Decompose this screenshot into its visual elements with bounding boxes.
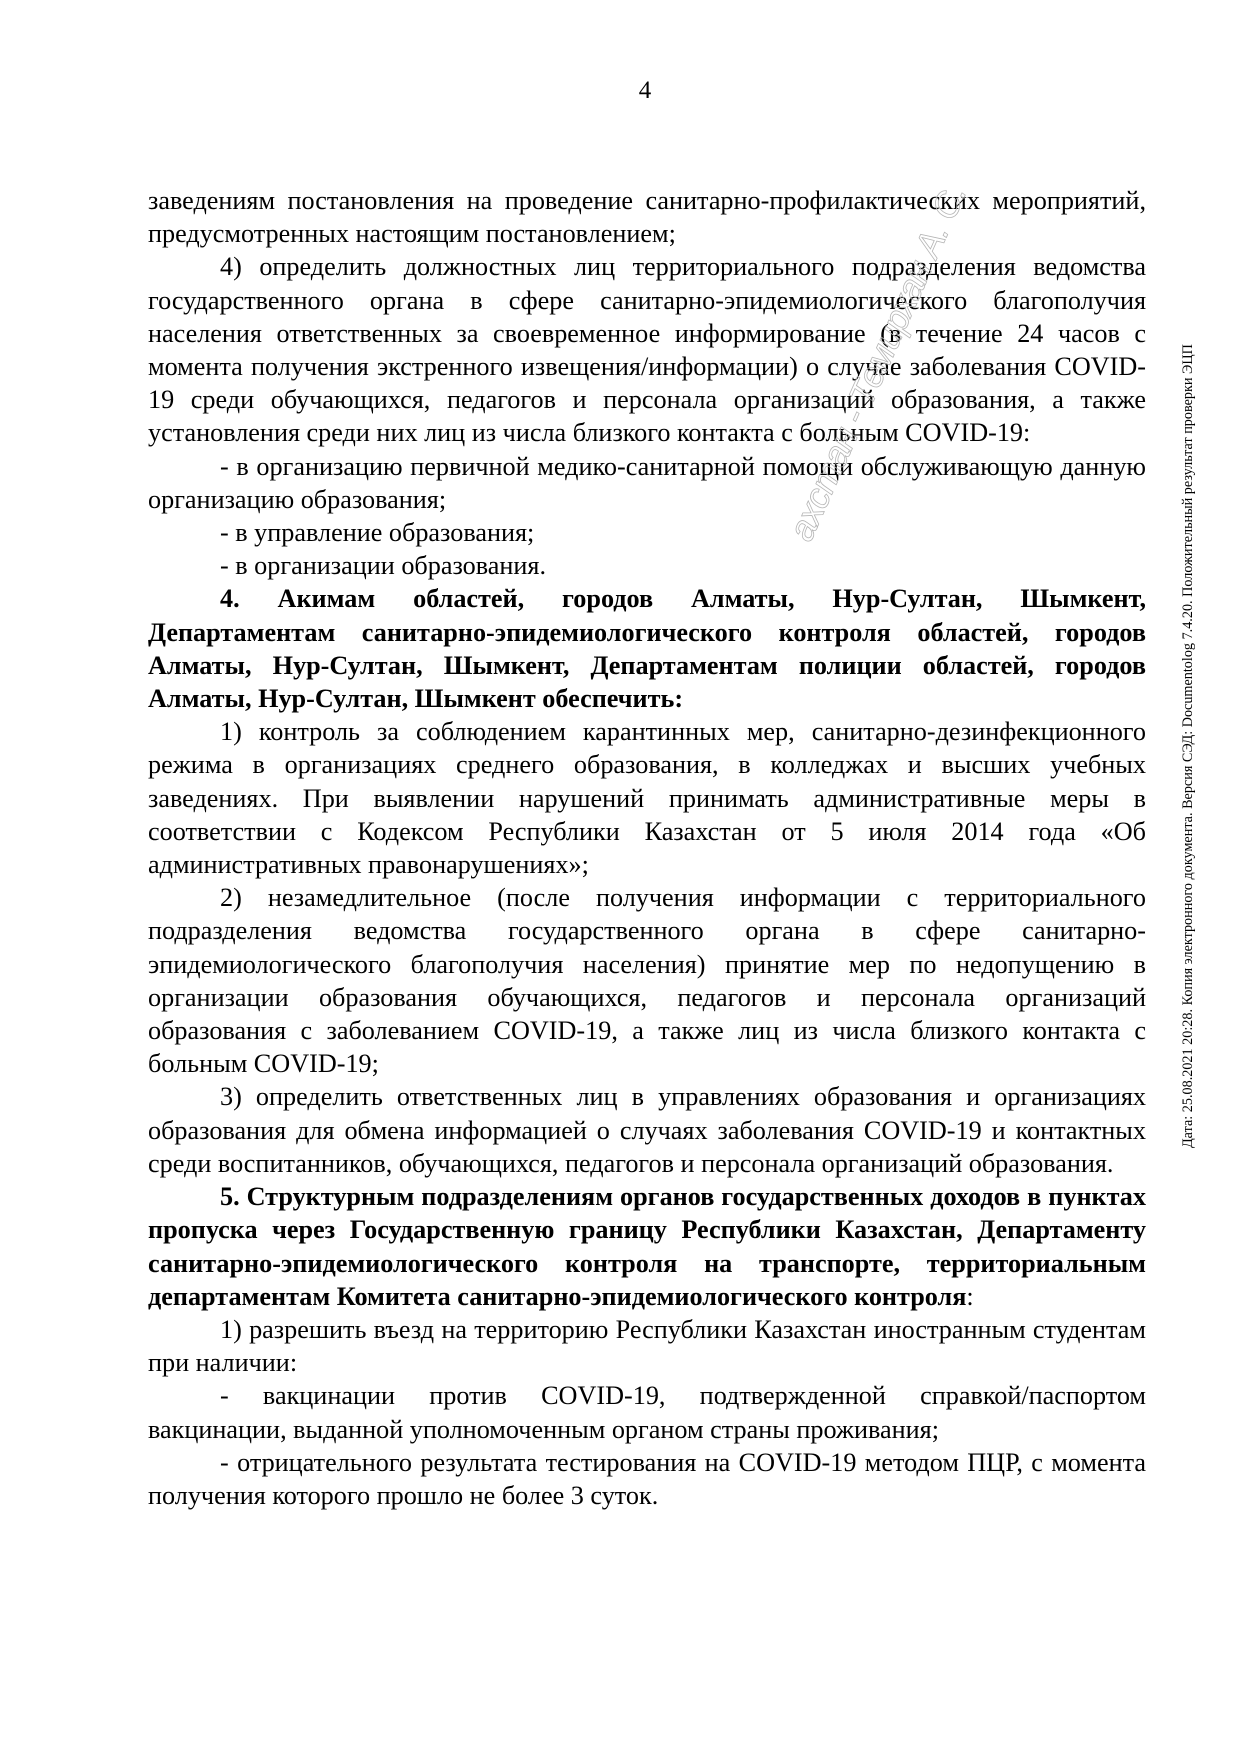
paragraph-4-2: 2) незамедлительное (после получения информации с территориального подразделения ведомства государственного органа в сфере санитарно-эпидемиологического благополучия населения) принятие мер по недопущению в организации образования обучающихся, педагогов и персонала организаций образования с заболеванием COVID-19, а также лиц из числа близкого контакта с больным COVID-19; [148, 883, 1146, 1079]
section-5-heading [148, 1180, 1146, 1313]
page-number: 4 [638, 77, 652, 104]
section-4-heading: 4. Акимам областей, городов Алматы, Нур-Султан, Шымкент, Департаментам санитарно-эпидемиологического контроля областей, городов Алматы, Нур-Султан, Шымкент, Департаментам полиции областей, городов Алматы, Нур-Султан, Шымкент обеспечить: [148, 584, 1146, 714]
paragraph-4-3: 3) определить ответственных лиц в управлениях образования и организациях образования для обмена информацией о случаях заболевания COVID-19 и контактных среди воспитанников, обучающихся, педагогов и персонала организаций образования. [148, 1082, 1146, 1178]
paragraph-bullet-education-department: - в управление образования; [220, 518, 535, 548]
paragraph-bullet-pcr: - отрицательного результата тестирования на COVID-19 методом ПЦР, с момента получения которого прошло не более 3 суток. [148, 1447, 1146, 1510]
paragraph-bullet-education-organizations: - в организации образования. [220, 551, 547, 581]
paragraph-bullet-phc: - в организацию первичной медико-санитарной помощи обслуживающую данную организацию образования; [148, 451, 1146, 514]
paragraph-5-1: 1) разрешить въезд на территорию Республики Казахстан иностранным студентам при наличии: [148, 1314, 1146, 1378]
section-5-heading-text: 5. Структурным подразделениям органов государственных доходов в пунктах пропуска через Государственную границу Республики Казахстан, Департаменту санитарно-эпидемиологического контроля на транспорте, территориальным департаментам Комитета санитарно-эпидемиологического контроля [148, 1182, 1146, 1311]
document-body [148, 184, 1146, 1512]
paragraph-bullet-vaccination: - вакцинации против COVID-19, подтвержденной справкой/паспортом вакцинации, выданной уполномоченным органом страны проживания; [148, 1381, 1146, 1444]
signature-watermark: ахстан - Темирхан А. С. [780, 177, 975, 547]
paragraph-continuation: заведениям постановления на проведение санитарно-профилактических мероприятий, предусмотренных настоящим постановлением; [148, 186, 1146, 249]
section-5-heading-colon: : [966, 1281, 974, 1311]
edms-side-stamp: Дата: 25.08.2021 20:28. Копия электронного документа. Версия СЭД: Documentolog 7.4.20. Положительный результат проверки ЭЦП [1180, 344, 1196, 1148]
paragraph-item-4: 4) определить должностных лиц территориального подразделения ведомства государственного органа в сфере санитарно-эпидемиологического благополучия населения ответственных за своевременное информирование (в течение 24 часов с момента получения экстренного извещения/информации) о случае заболевания COVID-19 среди обучающихся, педагогов и персонала организаций образования, а также установления среди них лиц из числа близкого контакта с больным COVID-19: [148, 252, 1146, 448]
paragraph-4-1: 1) контроль за соблюдением карантинных мер, санитарно-дезинфекционного режима в организациях среднего образования, в колледжах и высших учебных заведениях. При выявлении нарушений принимать административные меры в соответствии с Кодексом Республики Казахстан от 5 июля 2014 года «Об административных правонарушениях»; [148, 717, 1146, 880]
